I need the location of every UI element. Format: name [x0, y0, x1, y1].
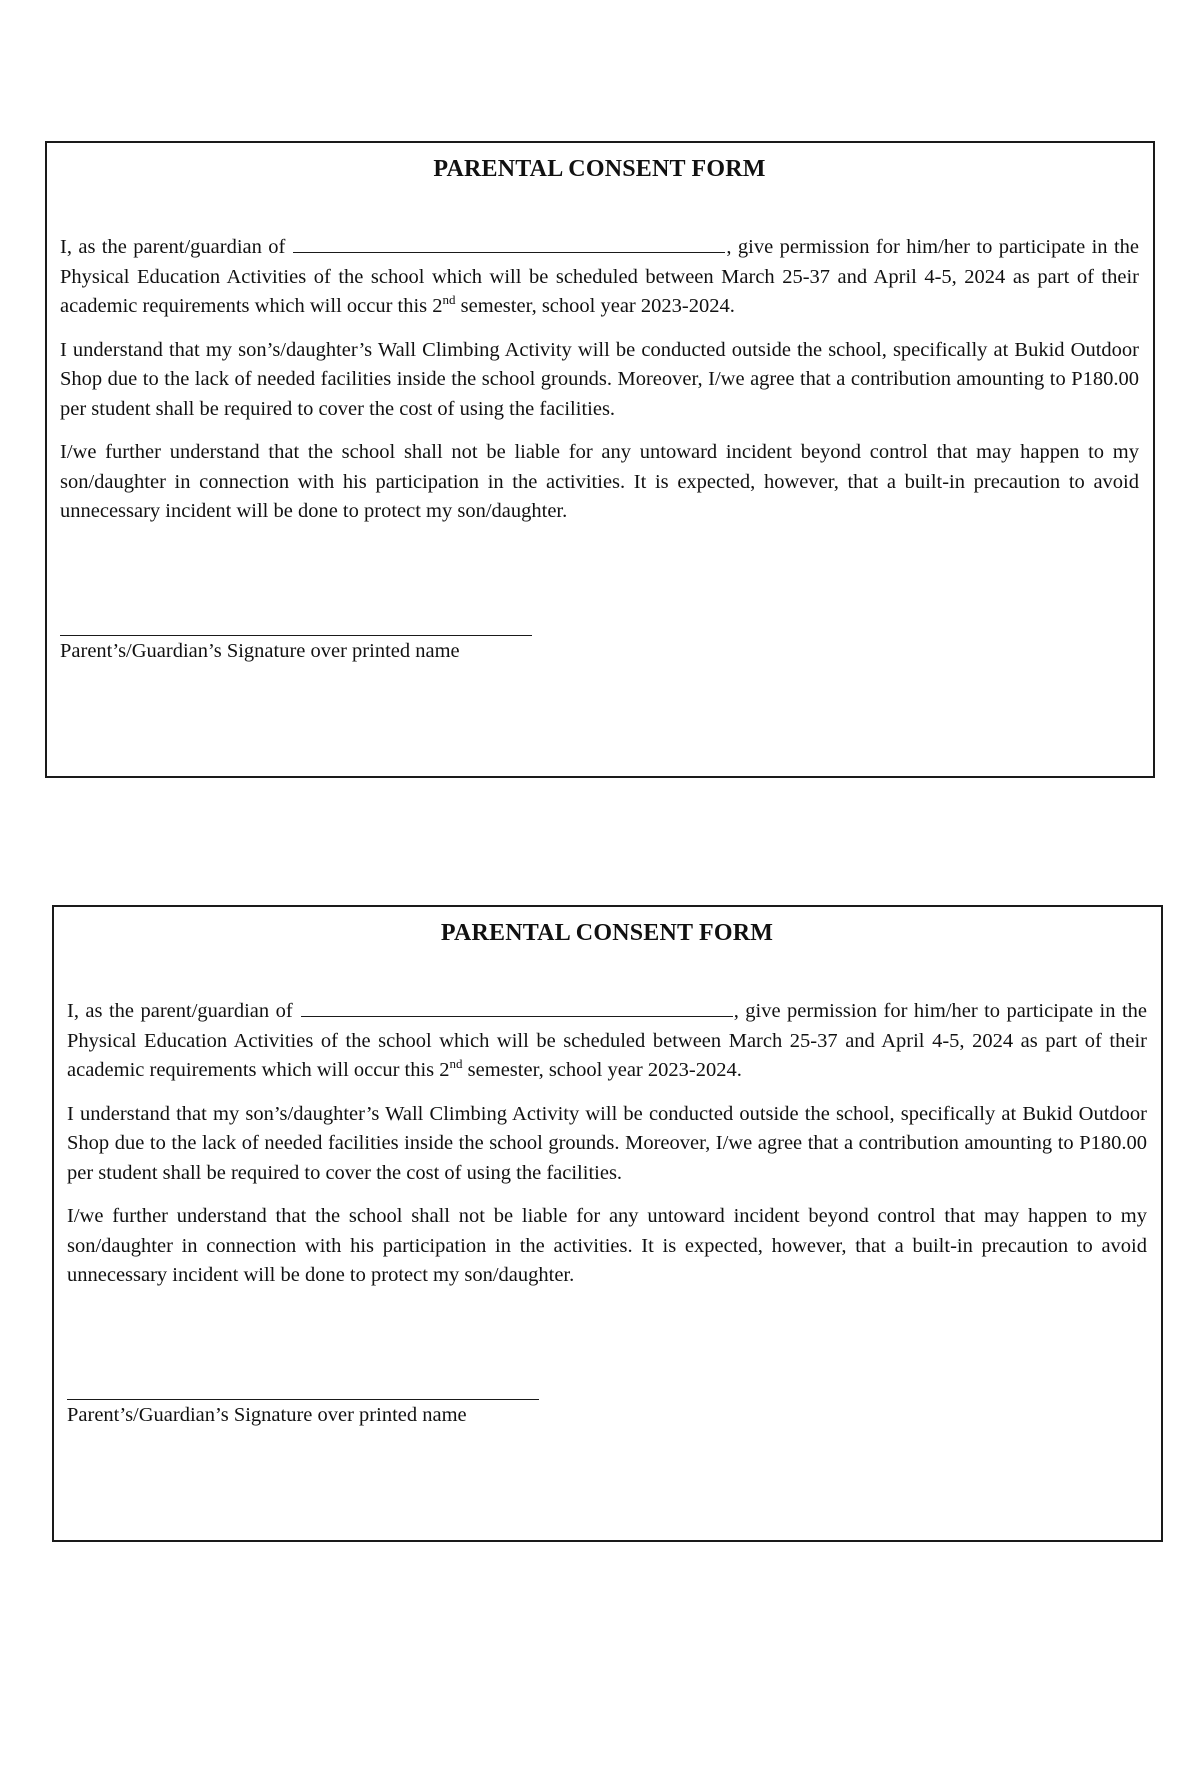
ordinal-superscript: nd [442, 292, 456, 308]
signature-label: Parent’s/Guardian’s Signature over printed name [67, 1403, 467, 1426]
consent-text-continued: , give permission for him/her to participate in the Physical Education Activities of the school which will be scheduled between March 25-37 and April 4-5, 2024 as part of their academic requirements which will occur this 2 [67, 1000, 1147, 1081]
signature-line[interactable] [67, 1399, 539, 1400]
activity-paragraph: I understand that my son’s/daughter’s Wall Climbing Activity will be conducted outside the school, specifically at Bukid Outdoor Shop due to the lack of needed facilities inside the school grounds. Moreover, I/we agree that a contribution amounting to P180.00 per student shall be required to cover the cost of using the facilities. [60, 338, 1139, 420]
consent-paragraph [60, 233, 1139, 322]
signature-line[interactable] [60, 635, 532, 636]
ordinal-superscript: nd [449, 1056, 463, 1072]
liability-paragraph: I/we further understand that the school shall not be liable for any untoward incident beyond control that may happen to my son/daughter in connection with his participation in the activities. It is expected, however, that a built-in precaution to avoid unnecessary incident will be done to protect my son/daughter. [67, 1205, 1147, 1286]
consent-text-end: semester, school year 2023-2024. [462, 1059, 742, 1081]
consent-text-start: I, as the parent/guardian of [60, 236, 286, 258]
signature-block [67, 1399, 1147, 1428]
consent-text-start: I, as the parent/guardian of [67, 1000, 293, 1022]
signature-block [60, 635, 1139, 664]
signature-label: Parent’s/Guardian’s Signature over printed name [60, 639, 460, 662]
child-name-blank[interactable] [293, 234, 725, 253]
consent-text-continued: , give permission for him/her to participate in the Physical Education Activities of the school which will be scheduled between March 25-37 and April 4-5, 2024 as part of their academic requirements which will occur this 2 [60, 236, 1139, 317]
consent-form-2 [52, 905, 1163, 1542]
consent-text-end: semester, school year 2023-2024. [455, 295, 735, 317]
form-title: PARENTAL CONSENT FORM [440, 920, 774, 946]
consent-paragraph [67, 997, 1147, 1086]
activity-paragraph: I understand that my son’s/daughter’s Wall Climbing Activity will be conducted outside the school, specifically at Bukid Outdoor Shop due to the lack of needed facilities inside the school grounds. Moreover, I/we agree that a contribution amounting to P180.00 per student shall be required to cover the cost of using the facilities. [67, 1102, 1147, 1184]
child-name-blank[interactable] [301, 998, 733, 1017]
form-title: PARENTAL CONSENT FORM [433, 156, 766, 182]
liability-paragraph: I/we further understand that the school shall not be liable for any untoward incident beyond control that may happen to my son/daughter in connection with his participation in the activities. It is expected, however, that a built-in precaution to avoid unnecessary incident will be done to protect my son/daughter. [60, 441, 1139, 522]
consent-form-1 [45, 141, 1155, 778]
